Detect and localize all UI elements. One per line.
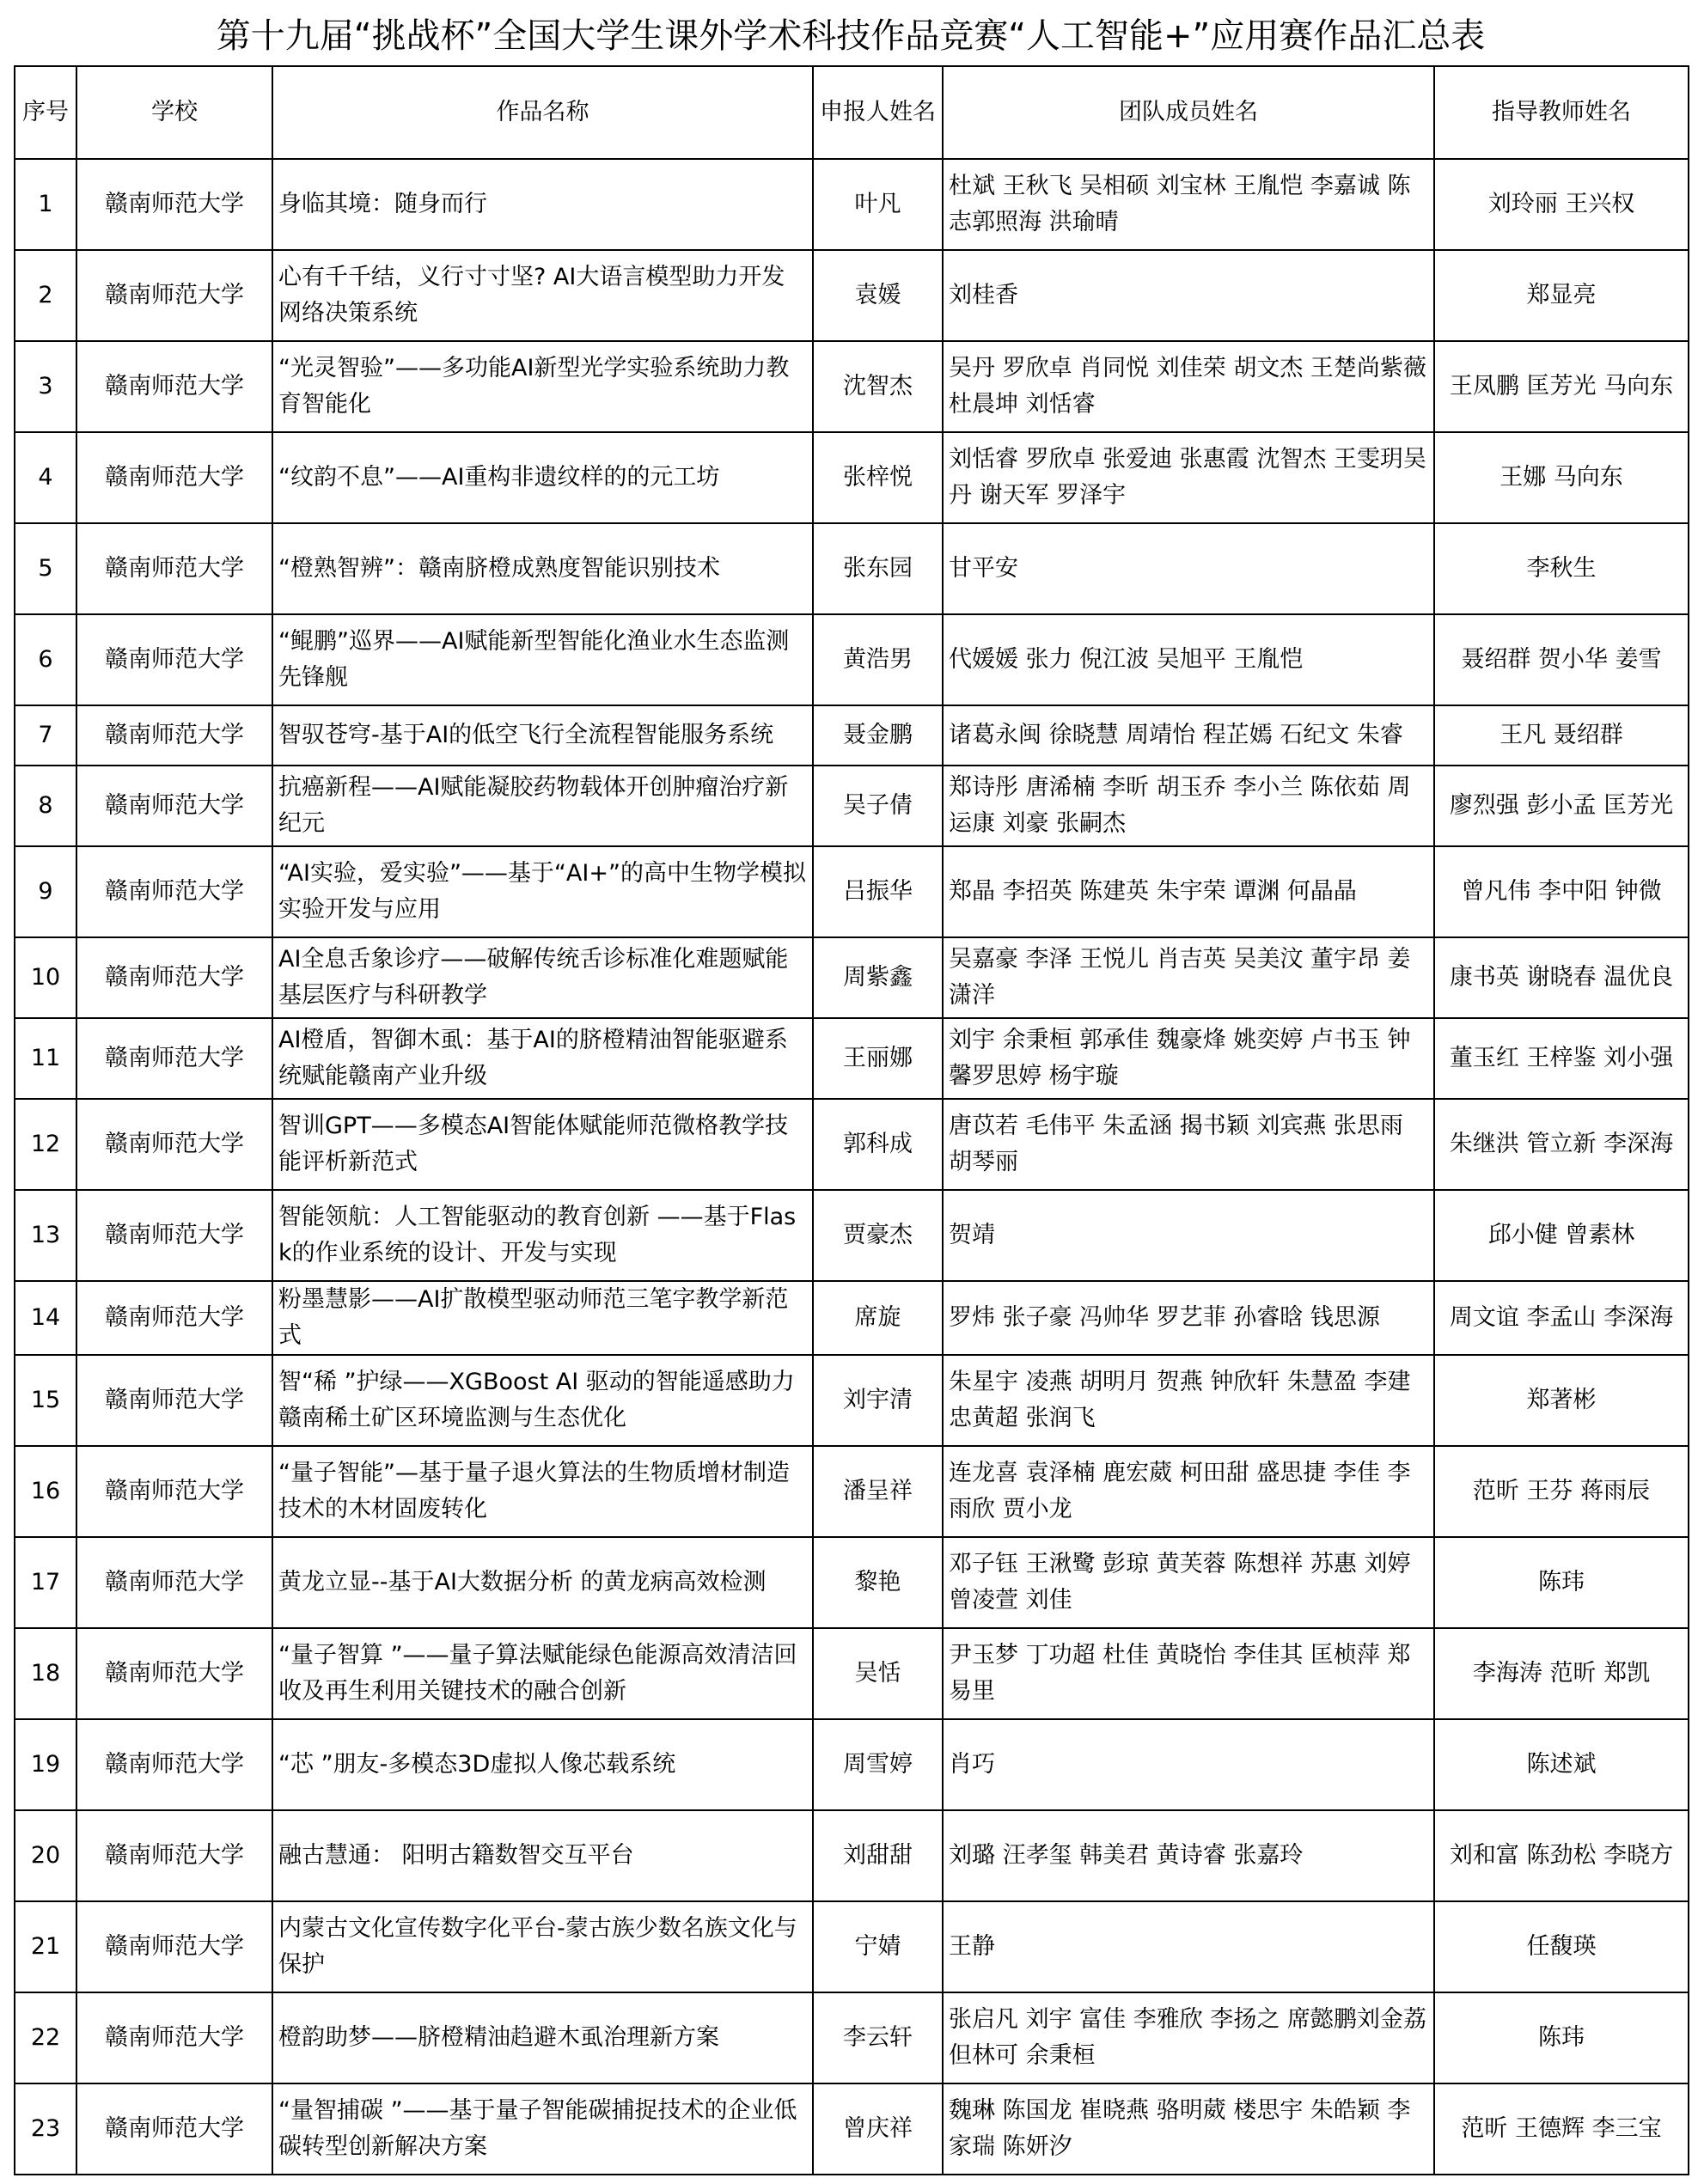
cell-school: 赣南师范大学: [76, 432, 272, 523]
header-no: 序号: [15, 66, 76, 159]
cell-no: 15: [15, 1355, 76, 1446]
cell-advisor: 郑著彬: [1434, 1355, 1689, 1446]
cell-team: 郑诗彤 唐浠楠 李昕 胡玉乔 李小兰 陈依茹 周运康 刘豪 张嗣杰: [943, 766, 1434, 846]
cell-applicant: 宁婧: [813, 1901, 943, 1992]
table-row: [15, 1446, 1689, 1537]
cell-team: 唐苡若 毛伟平 朱孟涵 揭书颖 刘宾燕 张思雨 胡琴丽: [943, 1099, 1434, 1190]
cell-advisor: 陈玮: [1434, 1992, 1689, 2083]
cell-team: 代媛媛 张力 倪江波 吴旭平 王胤恺: [943, 614, 1434, 705]
summary-sheet: [14, 7, 1688, 2175]
cell-work: 粉墨慧影——AI扩散模型驱动师范三笔字教学新范式: [272, 1281, 813, 1355]
cell-work: “量智捕碳 ”——基于量子智能碳捕捉技术的企业低碳转型创新解决方案: [272, 2083, 813, 2175]
cell-team: 肖巧: [943, 1719, 1434, 1810]
table-row: [15, 432, 1689, 523]
cell-school: 赣南师范大学: [76, 1992, 272, 2083]
table-row: [15, 1099, 1689, 1190]
cell-work: 橙韵助梦——脐橙精油趋避木虱治理新方案: [272, 1992, 813, 2083]
cell-applicant: 贾豪杰: [813, 1190, 943, 1281]
cell-advisor: 曾凡伟 李中阳 钟微: [1434, 846, 1689, 937]
cell-no: 9: [15, 846, 76, 937]
cell-no: 16: [15, 1446, 76, 1537]
cell-no: 23: [15, 2083, 76, 2175]
cell-applicant: 叶凡: [813, 159, 943, 250]
cell-school: 赣南师范大学: [76, 1537, 272, 1628]
cell-work: “鲲鹏”巡界——AI赋能新型智能化渔业水生态监测先锋舰: [272, 614, 813, 705]
table-row: [15, 766, 1689, 846]
cell-advisor: 董玉红 王梓鉴 刘小强: [1434, 1018, 1689, 1099]
cell-work: 智训GPT——多模态AI智能体赋能师范微格教学技能评析新范式: [272, 1099, 813, 1190]
cell-school: 赣南师范大学: [76, 250, 272, 341]
cell-school: 赣南师范大学: [76, 1901, 272, 1992]
cell-applicant: 郭科成: [813, 1099, 943, 1190]
cell-team: 刘桂香: [943, 250, 1434, 341]
cell-work: “芯 ”朋友-多模态3D虚拟人像芯载系统: [272, 1719, 813, 1810]
cell-school: 赣南师范大学: [76, 1099, 272, 1190]
cell-school: 赣南师范大学: [76, 614, 272, 705]
cell-advisor: 陈玮: [1434, 1537, 1689, 1628]
cell-no: 6: [15, 614, 76, 705]
cell-applicant: 黎艳: [813, 1537, 943, 1628]
cell-applicant: 吴恬: [813, 1628, 943, 1719]
cell-team: 魏琳 陈国龙 崔晓燕 骆明葳 楼思宇 朱皓颖 李家瑞 陈妍汐: [943, 2083, 1434, 2175]
cell-applicant: 王丽娜: [813, 1018, 943, 1099]
table-row: [15, 1992, 1689, 2083]
cell-work: 智能领航：人工智能驱动的教育创新 ——基于Flask的作业系统的设计、开发与实现: [272, 1190, 813, 1281]
cell-work: “光灵智验”——多功能AI新型光学实验系统助力教育智能化: [272, 341, 813, 432]
table-row: [15, 2083, 1689, 2175]
cell-team: 王静: [943, 1901, 1434, 1992]
cell-no: 18: [15, 1628, 76, 1719]
cell-team: 甘平安: [943, 523, 1434, 614]
cell-advisor: 王娜 马向东: [1434, 432, 1689, 523]
table-row: [15, 1537, 1689, 1628]
cell-school: 赣南师范大学: [76, 2083, 272, 2175]
cell-no: 14: [15, 1281, 76, 1355]
cell-team: 吴嘉豪 李泽 王悦儿 肖吉英 吴美汶 董宇昂 姜潇洋: [943, 937, 1434, 1018]
cell-advisor: 郑显亮: [1434, 250, 1689, 341]
page-title: 第十九届“挑战杯”全国大学生课外学术科技作品竞赛“人工智能+”应用赛作品汇总表: [216, 16, 1486, 56]
cell-applicant: 周紫鑫: [813, 937, 943, 1018]
cell-team: 吴丹 罗欣卓 肖同悦 刘佳荣 胡文杰 王楚尚紫薇 杜晨坤 刘恬睿: [943, 341, 1434, 432]
cell-applicant: 曾庆祥: [813, 2083, 943, 2175]
cell-no: 5: [15, 523, 76, 614]
cell-work: AI全息舌象诊疗——破解传统舌诊标准化难题赋能基层医疗与科研教学: [272, 937, 813, 1018]
cell-no: 11: [15, 1018, 76, 1099]
cell-school: 赣南师范大学: [76, 1446, 272, 1537]
cell-advisor: 廖烈强 彭小孟 匡芳光: [1434, 766, 1689, 846]
cell-applicant: 张梓悦: [813, 432, 943, 523]
cell-team: 尹玉梦 丁功超 杜佳 黄晓怡 李佳其 匡桢萍 郑易里: [943, 1628, 1434, 1719]
table-row: [15, 1281, 1689, 1355]
table-row: [15, 1901, 1689, 1992]
header-applicant: 申报人姓名: [813, 66, 943, 159]
cell-school: 赣南师范大学: [76, 1719, 272, 1810]
cell-advisor: 陈述斌: [1434, 1719, 1689, 1810]
cell-advisor: 刘和富 陈劲松 李晓方: [1434, 1810, 1689, 1901]
cell-advisor: 范昕 王芬 蒋雨辰: [1434, 1446, 1689, 1537]
table-row: [15, 250, 1689, 341]
table-row: [15, 1628, 1689, 1719]
cell-work: AI橙盾，智御木虱：基于AI的脐橙精油智能驱避系统赋能赣南产业升级: [272, 1018, 813, 1099]
cell-team: 刘恬睿 罗欣卓 张爱迪 张惠霞 沈智杰 王雯玥吴丹 谢天军 罗泽宇: [943, 432, 1434, 523]
cell-no: 22: [15, 1992, 76, 2083]
cell-team: 刘璐 汪孝玺 韩美君 黄诗睿 张嘉玲: [943, 1810, 1434, 1901]
table-body: [15, 159, 1689, 2175]
cell-school: 赣南师范大学: [76, 705, 272, 766]
cell-work: “纹韵不息”——AI重构非遗纹样的的元工坊: [272, 432, 813, 523]
cell-school: 赣南师范大学: [76, 1810, 272, 1901]
cell-work: “橙熟智辨”：赣南脐橙成熟度智能识别技术: [272, 523, 813, 614]
cell-no: 19: [15, 1719, 76, 1810]
cell-work: “量子智算 ”——量子算法赋能绿色能源高效清洁回收及再生利用关键技术的融合创新: [272, 1628, 813, 1719]
cell-work: 智驭苍穹-基于AI的低空飞行全流程智能服务系统: [272, 705, 813, 766]
cell-no: 21: [15, 1901, 76, 1992]
cell-applicant: 李云轩: [813, 1992, 943, 2083]
cell-no: 10: [15, 937, 76, 1018]
table-row: [15, 1190, 1689, 1281]
cell-applicant: 聂金鹏: [813, 705, 943, 766]
cell-no: 13: [15, 1190, 76, 1281]
cell-team: 罗炜 张子豪 冯帅华 罗艺菲 孙睿晗 钱思源: [943, 1281, 1434, 1355]
table-row: [15, 1719, 1689, 1810]
cell-work: 融古慧通： 阳明古籍数智交互平台: [272, 1810, 813, 1901]
cell-work: “AI实验，爱实验”——基于“AI+”的高中生物学模拟实验开发与应用: [272, 846, 813, 937]
table-row: [15, 523, 1689, 614]
cell-no: 7: [15, 705, 76, 766]
cell-no: 17: [15, 1537, 76, 1628]
cell-no: 1: [15, 159, 76, 250]
cell-applicant: 黄浩男: [813, 614, 943, 705]
table-row: [15, 341, 1689, 432]
cell-team: 邓子钰 王湫鹭 彭琼 黄芙蓉 陈想祥 苏惠 刘婷曾凌萱 刘佳: [943, 1537, 1434, 1628]
cell-team: 杜斌 王秋飞 吴相硕 刘宝林 王胤恺 李嘉诚 陈志郭照海 洪瑜晴: [943, 159, 1434, 250]
table-row: [15, 614, 1689, 705]
cell-team: 朱星宇 凌燕 胡明月 贺燕 钟欣轩 朱慧盈 李建忠黄超 张润飞: [943, 1355, 1434, 1446]
cell-applicant: 席旋: [813, 1281, 943, 1355]
cell-applicant: 吕振华: [813, 846, 943, 937]
cell-school: 赣南师范大学: [76, 523, 272, 614]
table-row: [15, 705, 1689, 766]
cell-team: 诸葛永闽 徐晓慧 周靖怡 程芷嫣 石纪文 朱睿: [943, 705, 1434, 766]
cell-school: 赣南师范大学: [76, 159, 272, 250]
cell-school: 赣南师范大学: [76, 937, 272, 1018]
cell-work: 抗癌新程——AI赋能凝胶药物载体开创肿瘤治疗新纪元: [272, 766, 813, 846]
cell-no: 12: [15, 1099, 76, 1190]
cell-applicant: 刘甜甜: [813, 1810, 943, 1901]
table-row: [15, 937, 1689, 1018]
cell-applicant: 袁媛: [813, 250, 943, 341]
header-advisor: 指导教师姓名: [1434, 66, 1689, 159]
cell-school: 赣南师范大学: [76, 341, 272, 432]
header-work: 作品名称: [272, 66, 813, 159]
cell-work: 心有千千结，义行寸寸坚? AI大语言模型助力开发网络决策系统: [272, 250, 813, 341]
cell-school: 赣南师范大学: [76, 1355, 272, 1446]
cell-applicant: 沈智杰: [813, 341, 943, 432]
cell-no: 8: [15, 766, 76, 846]
cell-work: 智“稀 ”护绿——XGBoost AI 驱动的智能遥感助力赣南稀土矿区环境监测与生态优化: [272, 1355, 813, 1446]
cell-advisor: 李海涛 范昕 郑凯: [1434, 1628, 1689, 1719]
cell-applicant: 潘呈祥: [813, 1446, 943, 1537]
cell-team: 郑晶 李招英 陈建英 朱宇荣 谭渊 何晶晶: [943, 846, 1434, 937]
cell-no: 3: [15, 341, 76, 432]
cell-advisor: 康书英 谢晓春 温优良: [1434, 937, 1689, 1018]
cell-advisor: 聂绍群 贺小华 姜雪: [1434, 614, 1689, 705]
cell-school: 赣南师范大学: [76, 1281, 272, 1355]
cell-advisor: 刘玲丽 王兴权: [1434, 159, 1689, 250]
cell-school: 赣南师范大学: [76, 766, 272, 846]
cell-advisor: 周文谊 李孟山 李深海: [1434, 1281, 1689, 1355]
cell-work: “量子智能”—基于量子退火算法的生物质增材制造技术的木材固废转化: [272, 1446, 813, 1537]
cell-no: 20: [15, 1810, 76, 1901]
cell-advisor: 朱继洪 管立新 李深海: [1434, 1099, 1689, 1190]
cell-work: 内蒙古文化宣传数字化平台-蒙古族少数名族文化与保护: [272, 1901, 813, 1992]
cell-work: 身临其境：随身而行: [272, 159, 813, 250]
table-row: [15, 1810, 1689, 1901]
cell-team: 张启凡 刘宇 富佳 李雅欣 李扬之 席懿鹏刘金荔 但林可 余秉桓: [943, 1992, 1434, 2083]
table-row: [15, 846, 1689, 937]
cell-applicant: 周雪婷: [813, 1719, 943, 1810]
cell-school: 赣南师范大学: [76, 1628, 272, 1719]
cell-advisor: 邱小健 曾素林: [1434, 1190, 1689, 1281]
cell-team: 刘宇 余秉桓 郭承佳 魏豪烽 姚奕婷 卢书玉 钟馨罗思婷 杨宇璇: [943, 1018, 1434, 1099]
cell-team: 贺靖: [943, 1190, 1434, 1281]
works-table: [14, 65, 1689, 2175]
table-row: [15, 1355, 1689, 1446]
cell-advisor: 范昕 王德辉 李三宝: [1434, 2083, 1689, 2175]
cell-applicant: 刘宇清: [813, 1355, 943, 1446]
cell-school: 赣南师范大学: [76, 1018, 272, 1099]
cell-applicant: 吴子倩: [813, 766, 943, 846]
cell-school: 赣南师范大学: [76, 846, 272, 937]
table-row: [15, 1018, 1689, 1099]
header-team: 团队成员姓名: [943, 66, 1434, 159]
cell-no: 2: [15, 250, 76, 341]
cell-school: 赣南师范大学: [76, 1190, 272, 1281]
cell-advisor: 王凡 聂绍群: [1434, 705, 1689, 766]
cell-team: 连龙喜 袁泽楠 鹿宏葳 柯田甜 盛思捷 李佳 李雨欣 贾小龙: [943, 1446, 1434, 1537]
header-row: [15, 66, 1689, 159]
cell-applicant: 张东园: [813, 523, 943, 614]
cell-work: 黄龙立显--基于AI大数据分析 的黄龙病高效检测: [272, 1537, 813, 1628]
cell-advisor: 李秋生: [1434, 523, 1689, 614]
cell-advisor: 任馥瑛: [1434, 1901, 1689, 1992]
table-row: [15, 159, 1689, 250]
cell-no: 4: [15, 432, 76, 523]
cell-advisor: 王凤鹏 匡芳光 马向东: [1434, 341, 1689, 432]
header-school: 学校: [76, 66, 272, 159]
